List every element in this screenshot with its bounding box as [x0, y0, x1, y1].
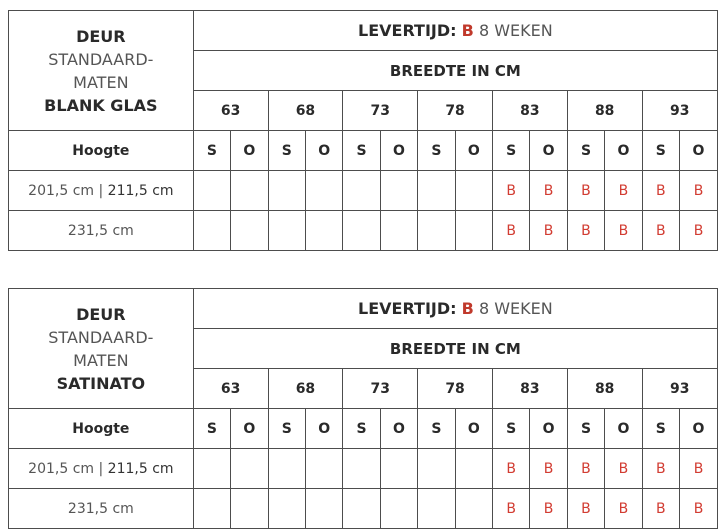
width-value: 68: [268, 91, 343, 131]
table-row: [9, 211, 718, 251]
availability-cell: [268, 449, 305, 489]
side-label: O: [530, 131, 567, 171]
availability-cell: B: [567, 489, 604, 529]
table-blank-glas: [8, 10, 718, 251]
height-value-a: 231,5 cm: [67, 500, 134, 517]
width-header: BREEDTE IN CM: [193, 329, 717, 369]
availability-cell: [455, 449, 492, 489]
table-row: [9, 449, 718, 489]
side-label: S: [492, 409, 529, 449]
availability-cell: B: [530, 171, 567, 211]
availability-cell: B: [605, 489, 642, 529]
availability-cell: [455, 211, 492, 251]
standard-sizes-line1: STANDAARD-: [48, 49, 154, 69]
availability-cell: [193, 449, 230, 489]
width-value: 63: [193, 369, 268, 409]
width-value: 83: [492, 369, 567, 409]
availability-cell: B: [530, 489, 567, 529]
side-label: O: [305, 409, 342, 449]
door-label: DEUR: [76, 304, 126, 324]
availability-cell: B: [530, 449, 567, 489]
availability-cell: [380, 211, 417, 251]
side-label: O: [455, 131, 492, 171]
availability-cell: [193, 171, 230, 211]
availability-cell: B: [680, 171, 718, 211]
side-label: O: [455, 409, 492, 449]
availability-cell: [380, 171, 417, 211]
table-row: [9, 489, 718, 529]
availability-cell: [418, 171, 455, 211]
side-label: O: [380, 409, 417, 449]
availability-cell: B: [680, 489, 718, 529]
availability-cell: B: [567, 211, 604, 251]
side-label: O: [605, 409, 642, 449]
lead-time-value: 8 WEKEN: [478, 299, 553, 318]
side-label: S: [268, 409, 305, 449]
standard-sizes-line2: MATEN: [73, 72, 129, 92]
standard-sizes-line2: MATEN: [73, 350, 129, 370]
width-value: 73: [343, 369, 418, 409]
side-label: O: [231, 409, 268, 449]
availability-cell: [455, 489, 492, 529]
availability-cell: [343, 211, 380, 251]
lead-time-label: LEVERTIJD:: [358, 21, 457, 40]
availability-cell: [343, 171, 380, 211]
availability-cell: B: [492, 211, 529, 251]
side-label: S: [642, 409, 679, 449]
header-row-levertijd: [9, 11, 718, 51]
availability-cell: [343, 449, 380, 489]
lead-time-label: LEVERTIJD:: [358, 299, 457, 318]
width-value: 93: [642, 91, 717, 131]
header-row-levertijd: [9, 289, 718, 329]
availability-cell: [231, 489, 268, 529]
availability-cell: [305, 489, 342, 529]
side-label: O: [305, 131, 342, 171]
availability-cell: B: [605, 171, 642, 211]
side-label: O: [605, 131, 642, 171]
side-label: S: [567, 409, 604, 449]
header-row-sides: [9, 131, 718, 171]
availability-cell: B: [642, 171, 679, 211]
availability-cell: [268, 489, 305, 529]
width-header: BREEDTE IN CM: [193, 51, 717, 91]
availability-cell: B: [492, 449, 529, 489]
availability-cell: [193, 489, 230, 529]
availability-cell: [380, 489, 417, 529]
width-value: 68: [268, 369, 343, 409]
lead-time-value: 8 WEKEN: [478, 21, 553, 40]
availability-cell: [193, 211, 230, 251]
header-row-sides: [9, 409, 718, 449]
side-label: S: [268, 131, 305, 171]
table-row: [9, 171, 718, 211]
availability-cell: [305, 211, 342, 251]
availability-cell: B: [642, 211, 679, 251]
width-value: 78: [418, 91, 493, 131]
side-label: S: [492, 131, 529, 171]
availability-cell: B: [680, 449, 718, 489]
availability-cell: [231, 211, 268, 251]
availability-cell: [305, 449, 342, 489]
availability-cell: [268, 171, 305, 211]
side-label: O: [680, 409, 718, 449]
width-value: 78: [418, 369, 493, 409]
height-label: Hoogte: [9, 409, 194, 449]
height-value-cell: [9, 171, 194, 211]
availability-cell: [268, 211, 305, 251]
side-label: O: [680, 131, 718, 171]
height-value-b: 211,5 cm: [107, 182, 174, 199]
width-value: 63: [193, 91, 268, 131]
height-value-a: 201,5 cm: [28, 460, 95, 477]
availability-cell: [418, 489, 455, 529]
availability-cell: [343, 489, 380, 529]
door-title-cell: [9, 11, 194, 131]
availability-cell: B: [492, 171, 529, 211]
availability-cell: [418, 211, 455, 251]
width-value: 88: [567, 369, 642, 409]
availability-cell: B: [642, 489, 679, 529]
height-value-sep: |: [94, 182, 108, 199]
availability-cell: B: [605, 449, 642, 489]
glass-type: BLANK GLAS: [44, 95, 158, 115]
height-value-cell: [9, 211, 194, 251]
availability-cell: [380, 449, 417, 489]
width-value: 93: [642, 369, 717, 409]
side-label: S: [193, 409, 230, 449]
table-satinato: [8, 288, 718, 529]
side-label: S: [343, 131, 380, 171]
height-value-cell: [9, 489, 194, 529]
height-value-b: 211,5 cm: [107, 460, 174, 477]
availability-cell: B: [492, 489, 529, 529]
standard-sizes-line1: STANDAARD-: [48, 327, 154, 347]
side-label: O: [380, 131, 417, 171]
availability-cell: [231, 171, 268, 211]
lead-time-cell: [193, 289, 717, 329]
height-value-a: 201,5 cm: [28, 182, 95, 199]
availability-cell: B: [605, 211, 642, 251]
width-value: 83: [492, 91, 567, 131]
availability-cell: [305, 171, 342, 211]
availability-cell: B: [567, 171, 604, 211]
availability-cell: B: [530, 211, 567, 251]
width-value: 73: [343, 91, 418, 131]
side-label: O: [530, 409, 567, 449]
width-value: 88: [567, 91, 642, 131]
availability-cell: [455, 171, 492, 211]
side-label: S: [193, 131, 230, 171]
side-label: S: [418, 131, 455, 171]
availability-cell: [418, 449, 455, 489]
side-label: O: [231, 131, 268, 171]
lead-time-code: B: [461, 299, 474, 318]
height-label: Hoogte: [9, 131, 194, 171]
door-label: DEUR: [76, 26, 126, 46]
availability-cell: B: [642, 449, 679, 489]
lead-time-cell: [193, 11, 717, 51]
height-value-cell: [9, 449, 194, 489]
availability-cell: B: [680, 211, 718, 251]
lead-time-code: B: [461, 21, 474, 40]
height-value-sep: |: [94, 460, 108, 477]
side-label: S: [343, 409, 380, 449]
availability-cell: B: [567, 449, 604, 489]
height-value-a: 231,5 cm: [67, 222, 134, 239]
side-label: S: [418, 409, 455, 449]
glass-type: SATINATO: [56, 373, 146, 393]
door-title-cell: [9, 289, 194, 409]
side-label: S: [567, 131, 604, 171]
side-label: S: [642, 131, 679, 171]
availability-cell: [231, 449, 268, 489]
